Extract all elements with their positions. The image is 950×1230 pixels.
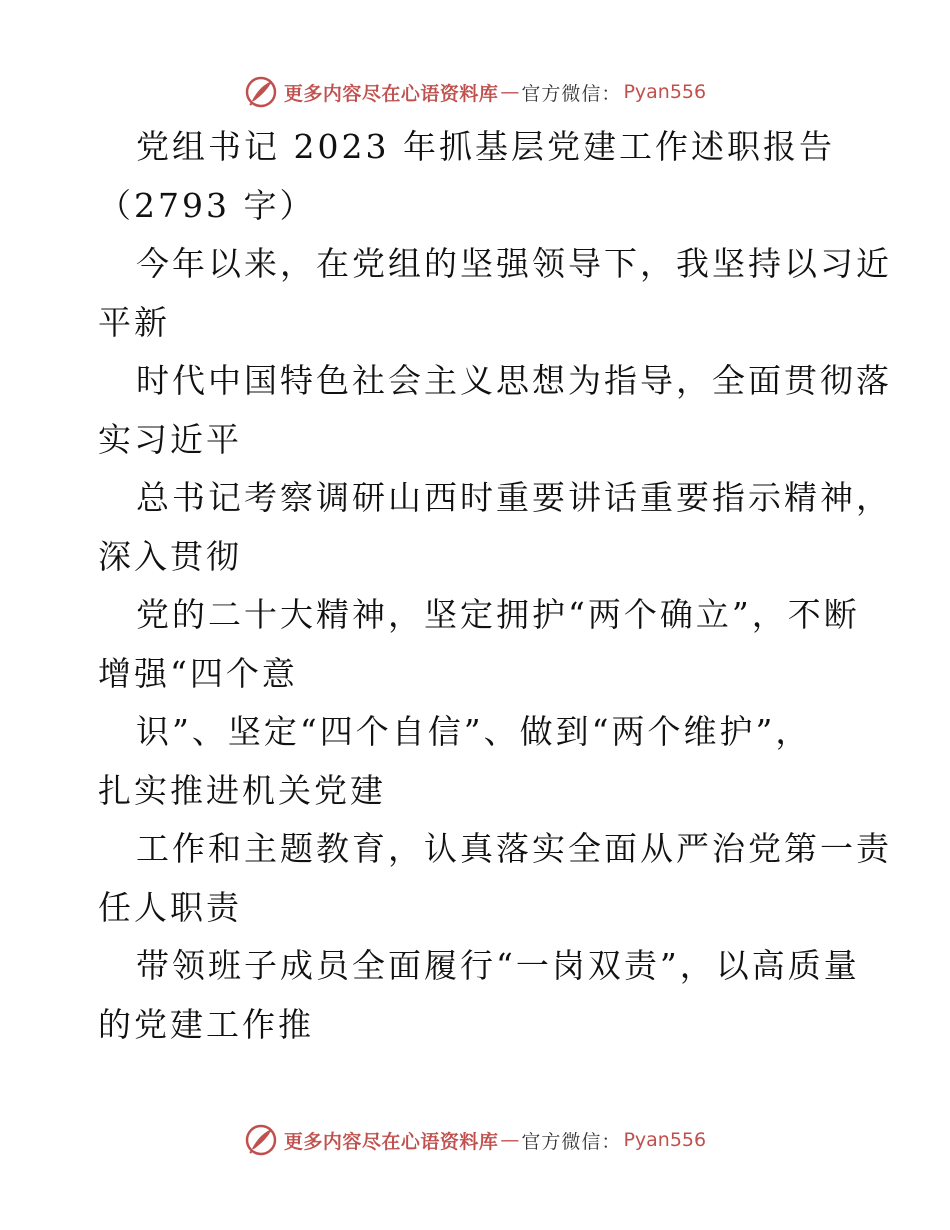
document-word-count: （2793 字） [98, 185, 316, 225]
paragraph-line: 任人职责 [98, 887, 242, 927]
header-watermark [0, 72, 950, 112]
watermark-text: 更多内容尽在心语资料库 [283, 1130, 499, 1153]
paragraph-line: 带领班子成员全面履行“一岗双责”，以高质量 [136, 946, 860, 985]
paragraph-line: 增强“四个意 [98, 653, 298, 693]
paragraph-line: 扎实推进机关党建 [98, 770, 386, 810]
paragraph-line: 总书记考察调研山西时重要讲话重要指示精神， [136, 478, 892, 517]
paragraph-line: 实习近平 [98, 419, 242, 459]
watermark-official-label: 官方微信： [521, 82, 622, 105]
paragraph-line: 深入贯彻 [98, 536, 242, 576]
watermark-wechat-id: Pyan556 [623, 1129, 707, 1151]
watermark-separator: — [500, 81, 520, 103]
paragraph-line: 党的二十大精神，坚定拥护“两个确立”，不断 [136, 595, 860, 634]
footer-watermark [0, 1120, 950, 1160]
paragraph-line: 工作和主题教育，认真落实全面从严治党第一责 [136, 829, 892, 868]
watermark-text: 更多内容尽在心语资料库 [283, 82, 499, 105]
watermark-official-label: 官方微信： [521, 1130, 622, 1153]
document-body [98, 118, 892, 1054]
quill-pen-icon [244, 75, 278, 109]
paragraph-line: 识”、坚定“四个自信”、做到“两个维护”， [136, 712, 812, 751]
paragraph-line: 平新 [98, 302, 170, 342]
paragraph-line: 今年以来，在党组的坚强领导下，我坚持以习近 [136, 244, 892, 283]
watermark-wechat-id: Pyan556 [623, 81, 707, 103]
paragraph-line: 时代中国特色社会主义思想为指导，全面贯彻落 [136, 361, 892, 400]
paragraph-line: 的党建工作推 [98, 1004, 314, 1044]
quill-pen-icon [244, 1123, 278, 1157]
watermark-separator: — [500, 1129, 520, 1151]
document-title: 党组书记 2023 年抓基层党建工作述职报告 [136, 127, 835, 166]
